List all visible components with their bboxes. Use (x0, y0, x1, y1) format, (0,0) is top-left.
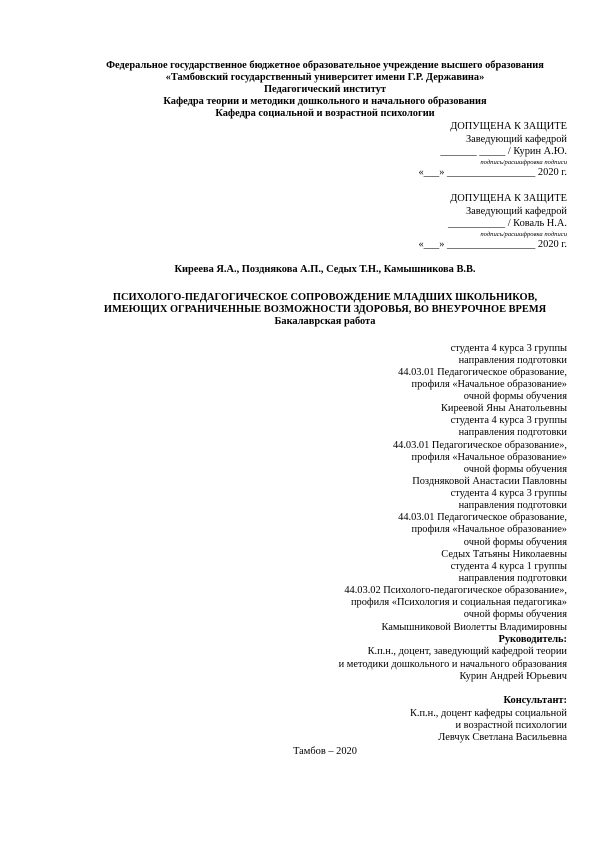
student-4-line-3: 44.03.02 Психолого-педагогическое образование», (344, 585, 567, 596)
student-1-line-1: студента 4 курса 3 группы (450, 343, 567, 354)
approval-2-sign-caption: подпись/расшифровка подписи (480, 231, 567, 238)
authors: Киреева Я.А., Позднякова А.П., Седых Т.Н., Камышникова В.В. (174, 264, 476, 275)
student-1-line-3: 44.03.01 Педагогическое образование, (398, 367, 567, 378)
consultant-heading: Консультант: (503, 695, 567, 706)
header-line-4: Кафедра теории и методики дошкольного и начального образования (163, 96, 487, 107)
work-title-line-1: ПСИХОЛОГО-ПЕДАГОГИЧЕСКОЕ СОПРОВОЖДЕНИЕ МЛАДШИХ ШКОЛЬНИКОВ, (112, 292, 538, 303)
student-2-line-3: 44.03.01 Педагогическое образование», (392, 440, 567, 451)
header-line-5: Кафедра социальной и возрастной психологии (215, 108, 435, 119)
student-1-line-4: профиля «Начальное образование» (411, 379, 567, 390)
approval-1-sign-line: _______ _____ / Курин А.Ю. (440, 146, 567, 157)
student-4-name: Камышниковой Виолетты Владимировны (381, 622, 567, 633)
work-type: Бакалаврская работа (274, 316, 376, 327)
student-4-line-5: очной формы обучения (463, 609, 567, 620)
student-4-line-2: направления подготовки (458, 573, 567, 584)
city-year: Тамбов – 2020 (293, 746, 357, 757)
student-3-line-4: профиля «Начальное образование» (411, 524, 567, 535)
student-2-line-1: студента 4 курса 3 группы (450, 415, 567, 426)
header-line-3: Педагогический институт (263, 84, 387, 95)
student-2-line-4: профиля «Начальное образование» (411, 452, 567, 463)
consultant-line-1: К.п.н., доцент кафедры социальной (409, 708, 567, 719)
approval-2-title: ДОПУЩЕНА К ЗАЩИТЕ (450, 193, 567, 204)
supervisor-heading: Руководитель: (498, 634, 567, 645)
student-3-line-3: 44.03.01 Педагогическое образование, (398, 512, 567, 523)
student-1-line-2: направления подготовки (458, 355, 567, 366)
student-3-name: Седых Татьяны Николаевны (441, 549, 567, 560)
supervisor-line-2: и методики дошкольного и начального образования (338, 659, 567, 670)
student-3-line-2: направления подготовки (458, 500, 567, 511)
consultant-line-2: и возрастной психологии (455, 720, 567, 731)
header-line-2: «Тамбовский государственный университет имени Г.Р. Державина» (165, 72, 485, 83)
approval-1-role: Заведующий кафедрой (465, 134, 567, 145)
approval-1-title: ДОПУЩЕНА К ЗАЩИТЕ (450, 121, 567, 132)
approval-1-sign-caption: подпись/расшифровка подписи (480, 159, 567, 166)
supervisor-name: Курин Андрей Юрьевич (459, 671, 567, 682)
header-line-1: Федеральное государственное бюджетное образовательное учреждение высшего образования (106, 60, 544, 71)
student-2-line-5: очной формы обучения (463, 464, 567, 475)
supervisor-line-1: К.п.н., доцент, заведующий кафедрой теории (367, 646, 567, 657)
approval-2-role: Заведующий кафедрой (465, 206, 567, 217)
student-3-line-1: студента 4 курса 3 группы (450, 488, 567, 499)
student-2-line-2: направления подготовки (458, 427, 567, 438)
student-4-line-4: профиля «Психология и социальная педагогика» (350, 597, 567, 608)
student-1-line-5: очной формы обучения (463, 391, 567, 402)
student-1-name: Киреевой Яны Анатольевны (440, 403, 567, 414)
approval-2-date-line: «___» _________________ 2020 г. (418, 239, 567, 250)
work-title-line-2: ИМЕЮЩИХ ОГРАНИЧЕННЫЕ ВОЗМОЖНОСТИ ЗДОРОВЬЯ, ВО ВНЕУРОЧНОЕ ВРЕМЯ (103, 304, 547, 315)
student-3-line-5: очной формы обучения (463, 537, 567, 548)
approval-2-sign-line: ___________ / Коваль Н.А. (447, 218, 567, 229)
student-4-line-1: студента 4 курса 1 группы (450, 561, 567, 572)
student-2-name: Поздняковой Анастасии Павловны (412, 476, 567, 487)
consultant-name: Левчук Светлана Васильевна (438, 732, 567, 743)
approval-1-date-line: «___» _________________ 2020 г. (418, 167, 567, 178)
